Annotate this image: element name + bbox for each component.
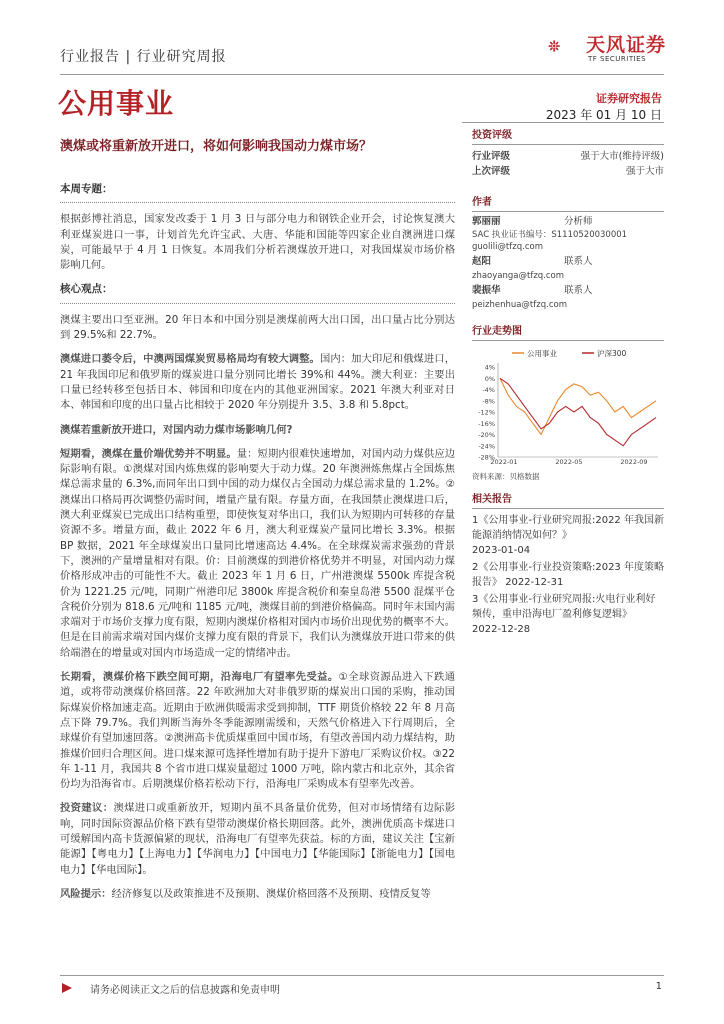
legend-label: 公用事业 bbox=[527, 349, 557, 358]
series-line bbox=[500, 378, 656, 446]
author-entry bbox=[472, 216, 664, 254]
author-name: 裴振华 bbox=[472, 284, 501, 296]
chart-title: 行业走势图 bbox=[472, 322, 664, 341]
paragraph-lead: 长期看，澳煤价格下跌空间可期，沿海电厂有望率先受益。 bbox=[60, 671, 339, 684]
related-item[interactable] bbox=[472, 560, 664, 590]
footer-disclaimer: 请务必阅读正文之后的信息披露和免责申明 bbox=[90, 985, 280, 996]
author-email[interactable]: zhaoyanga@tfzq.com bbox=[472, 271, 565, 281]
legend-label: 沪深300 bbox=[597, 349, 627, 358]
y-tick-label: -12% bbox=[478, 408, 495, 417]
author-email[interactable]: guolili@tfzq.com bbox=[472, 242, 543, 252]
related-item-title[interactable]: 3《公用事业-行业研究周报:火电行业利好频传，重申沿海电厂盈利修复逻辑》 bbox=[472, 594, 656, 620]
paragraph-body: ①全球资源品进入下跌通道，或将带动澳煤价格回落。22 年欧洲加大对非俄罗斯的煤炭出口国的采购，推动国际煤炭价格加速走高。近期由于欧洲供暖需求受到抑制，TTF 期货价格较 22 年 8 月高点下降 79.7%。我们判断当海外冬季能源刚需缓和，天然气价格进入下行周期后，全球煤价有望加速回落。②澳洲高卡优质煤重回中国市场，有望改善国内动力煤结构，助推煤价回归合理区间。进口煤来源可选择性增加有助于提升下游电厂采购议价权。③22 年 1-11 月，我国共 8 个省市进口煤炭量超过 1000 万吨，除内蒙古和北京外，其余省份均为沿海省市。后期澳煤价格若松动下行，沿海电厂采购成本有望率先改善。 bbox=[60, 671, 455, 791]
sidebar bbox=[472, 126, 664, 312]
x-tick-label: 2022-01 bbox=[490, 458, 518, 465]
section-divider bbox=[60, 202, 455, 203]
author-role: 联系人 bbox=[564, 255, 593, 267]
related-item-title[interactable]: 2《公用事业-行业投资策略:2023 年度策略报告》 bbox=[472, 562, 664, 588]
related-item-date: 2023-01-04 bbox=[472, 545, 531, 556]
x-tick-label: 2022-05 bbox=[555, 458, 583, 465]
paragraph-lead: 短期看，澳煤在量价端优势并不明显。 bbox=[60, 447, 237, 460]
paragraph-long-term bbox=[60, 670, 455, 792]
rating-row bbox=[472, 149, 664, 164]
report-date: 2023 年 01 月 10 日 bbox=[545, 108, 662, 122]
author-cert: SAC 执业证书编号：S1110520030001 bbox=[472, 229, 628, 240]
report-type: 证券研究报告 bbox=[596, 92, 662, 105]
author-name: 郭丽丽 bbox=[472, 216, 501, 227]
paragraph-investment bbox=[60, 801, 455, 877]
footer-arrow-icon bbox=[62, 983, 72, 993]
headline: 澳煤或将重新放开进口，将如何影响我国动力煤市场？ bbox=[60, 139, 373, 154]
logo-subtext: TF SECURITIES bbox=[588, 55, 647, 63]
report-category: 行业报告 | 行业研究周报 bbox=[60, 49, 227, 65]
chart-source: 资料来源：贝格数据 bbox=[472, 472, 540, 481]
author-entry bbox=[472, 256, 664, 283]
y-tick-label: -20% bbox=[478, 431, 495, 439]
author-role: 分析师 bbox=[564, 216, 593, 227]
main-content bbox=[60, 182, 455, 911]
x-tick-label: 2022-09 bbox=[620, 458, 648, 465]
rating-value: 强于大市 bbox=[625, 166, 664, 177]
y-tick-label: -28% bbox=[478, 453, 495, 462]
paragraph-export: 澳煤主要出口至亚洲。20 年日本和中国分别是澳煤前两大出口国，出口量占比分别达到 29.5%和 22.7%。 bbox=[60, 313, 455, 342]
related-title: 相关报告 bbox=[472, 490, 664, 509]
topic-paragraph: 根据彭博社消息，国家发改委于 1 月 3 日与部分电力和钢铁企业开会，讨论恢复澳大利亚煤炭进口一事，计划首先允许宝武、大唐、华能和国能等四家企业自澳洲进口煤炭，可能最早于 4 月 1 日恢复。本周我们分析若澳煤放开进口，对我国煤炭市场价格影响几何。 bbox=[60, 213, 455, 272]
author-email[interactable]: peizhenhua@tfzq.com bbox=[472, 300, 567, 310]
y-tick-label: -16% bbox=[478, 419, 495, 428]
related-reports bbox=[472, 490, 664, 639]
paragraph-body: 量：短期内很难快速增加，对国内动力煤供应边际影响有限。①澳煤对国内炼焦煤的影响要大于动力煤。20 年澳洲炼焦煤占全国炼焦煤总需求量的 6.3%,而同年出口到中国的动力煤仅占全国动力煤总需求量的 1.2%。②澳煤出口格局再次调整仍需时间，增量产量有限。存量方面，在我国禁止澳煤进口后，澳大利亚煤炭已完成出口结构重塑，即使恢复对华出口，我们认为短期内可转移的存量资源不多。增量方面，截止 2022 年 6 月，澳大利亚煤炭产量同比增长 3.3%。根据 BP 数据，2021 年全球煤炭出口量同比增速高达 4.4%。在全球煤炭需求强劲的背景下，澳洲的产量增量相对有限。价：目前澳煤的到港价格优势并不明显，对国内动力煤价格形成冲击的可能性不大。截止 2023 年 1 月 6 日，广州港澳煤 5500k 库提含税价为 1221.25 元/吨，同期广州港印尼 3800k 库提含税价和秦皇岛港 5500 混煤平仓含税价分别为 818.6 元/吨和 1185 元/吨，澳煤目前的到港价格偏高。同时年末国内需求端对于市场价支撑力度有限，短期内澳煤价格相对国内市场价出现优势的概率不大。但是在目前需求端对国内煤价支撑力度有限的背景下，我们认为澳煤放开进口带来的供给端潜在的增量或对国内市场造成一定的情绪冲击。 bbox=[60, 447, 456, 659]
paragraph-trade-shift bbox=[60, 352, 455, 413]
section-divider bbox=[60, 303, 455, 304]
page-number: 1 bbox=[655, 981, 662, 992]
y-tick-label: 4% bbox=[484, 363, 495, 372]
date-divider bbox=[462, 122, 664, 123]
author-name: 赵阳 bbox=[472, 255, 492, 267]
paragraph-lead: 投资建议： bbox=[60, 802, 114, 815]
paragraph-body: 经济修复以及政策推进不及预期、澳煤价格回落不及预期、疫情反复等 bbox=[111, 887, 431, 900]
related-item-title[interactable]: 1《公用事业-行业研究周报:2022 年我国新能源消纳情况如何？》 bbox=[472, 515, 664, 541]
footer-divider bbox=[60, 975, 664, 976]
logo-text: 天风证券 bbox=[586, 34, 667, 56]
y-tick-label: -8% bbox=[482, 397, 495, 406]
rating-title: 投资评级 bbox=[472, 126, 664, 145]
y-tick-label: -4% bbox=[482, 386, 495, 394]
related-item-date: 2022-12-31 bbox=[505, 577, 564, 588]
core-title: 核心观点： bbox=[60, 283, 113, 296]
trend-chart-svg bbox=[472, 345, 664, 465]
sector-title: 公用事业 bbox=[58, 87, 175, 120]
paragraph-body: 澳煤进口或重新放开，短期内虽不具备量价优势，但对市场情绪有边际影响，同时国际资源品价格下跌有望带动澳煤价格长期回落。此外，澳洲优质高卡煤进口可缓解国内高卡货源偏紧的现状，沿海电厂有望率先获益。标的方面，建议关注【宝新能源】【粤电力】【上海电力】【华润电力】【中国电力】【华能国际】【浙能电力】【国电电力】【华电国际】。 bbox=[60, 802, 456, 876]
related-item-date: 2022-12-28 bbox=[472, 624, 531, 635]
header-divider bbox=[60, 74, 664, 75]
rating-row bbox=[472, 164, 664, 179]
paragraph-lead: 风险提示： bbox=[60, 887, 112, 900]
related-item[interactable] bbox=[472, 513, 664, 558]
rating-key: 行业评级 bbox=[472, 151, 511, 162]
rating-value: 强于大市(维持评级) bbox=[580, 151, 664, 162]
paragraph-question: 澳煤若重新放开进口，对国内动力煤市场影响几何? bbox=[60, 423, 293, 436]
logo-icon bbox=[548, 26, 588, 66]
industry-trend-chart bbox=[472, 322, 664, 482]
related-list bbox=[472, 513, 664, 637]
y-tick-label: -24% bbox=[478, 442, 495, 451]
rating-key: 上次评级 bbox=[472, 166, 511, 177]
topic-title: 本周专题： bbox=[60, 183, 113, 195]
series-line bbox=[500, 378, 656, 434]
paragraph-body: 国内：加大印尼和俄煤进口，21 年我国印尼和俄罗斯的煤炭进口量分别同比增长 39%和 44%。澳大利亚：主要出口量已经转移至包括日本、韩国和印度在内的其他亚洲国家。2021 年澳大利亚对日本、韩国和印度的出口量占比相较于 2020 年分别提升 3.5、3.8 和 5.8pct。 bbox=[60, 353, 456, 412]
paragraph-risk bbox=[60, 887, 455, 902]
y-tick-label: 0% bbox=[484, 374, 495, 383]
author-role: 联系人 bbox=[564, 284, 593, 296]
authors-title: 作者 bbox=[472, 193, 664, 212]
paragraph-lead: 澳煤进口萎令后，中澳两国煤炭贸易格局均有较大调整。 bbox=[60, 353, 320, 366]
author-entry bbox=[472, 285, 664, 312]
related-item[interactable] bbox=[472, 592, 664, 637]
paragraph-short-term bbox=[60, 447, 455, 661]
